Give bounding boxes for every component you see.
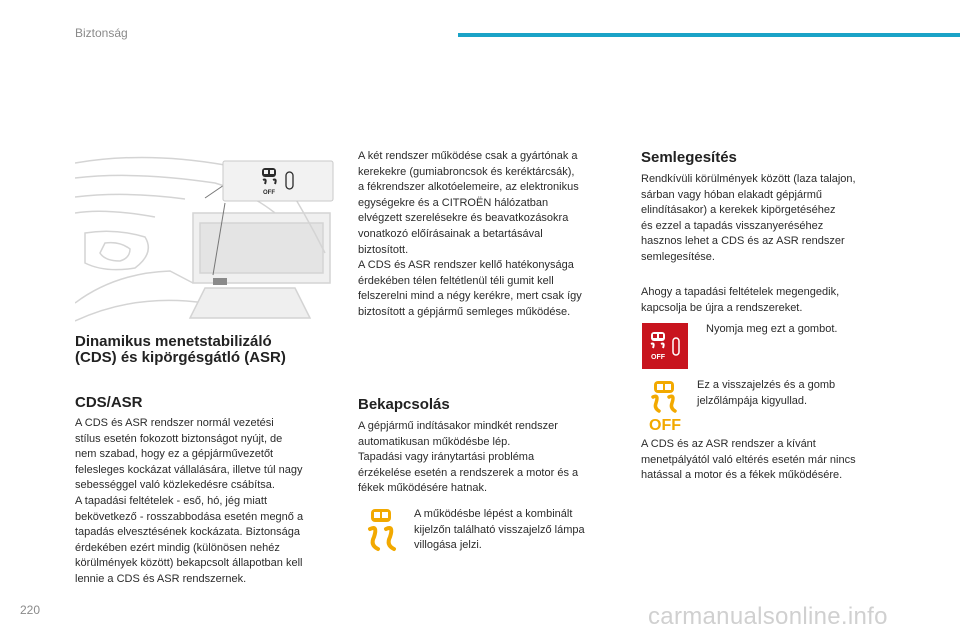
semlegesites-heading: Semlegesítés (641, 149, 737, 166)
watermark: carmanualsonline.info (648, 603, 888, 630)
off-indicator-text: Ez a visszajelzés és a gomb jelzőlámpája kigyullad. (697, 379, 836, 407)
illustration-off-text: OFF (263, 190, 275, 196)
flashing-indicator-text: A működésbe lépést a kombinált kijelzőn található visszajelző lámpa villogása jelzi. (414, 508, 585, 552)
header-accent-bar (458, 33, 960, 37)
button-off-text: OFF (651, 354, 665, 361)
deactivated-effect-text: A CDS és az ASR rendszer a kívánt menetpályától való eltérés esetén már nincs hatással a motor és a fékek működésére. (641, 438, 856, 482)
cds-asr-heading: CDS/ASR (75, 394, 143, 411)
indicator-off-text: OFF (649, 417, 681, 432)
semlegesites-text: Rendkívüli körülmények között (laza talajon, sárban vagy hóban elakadt gépjármű elindításakor) a kerekek kipörgetéséhez és ezzel a tapadás visszanyeréséhez hasznos lehet a CDS és az ASR rendszer semlegesítése. (641, 173, 856, 263)
esp-warning-light-icon (362, 507, 400, 552)
cds-asr-text: A CDS és ASR rendszer normál vezetési stílus esetén fokozott biztonságot nyújt, de nem szabad, hogy ez a gépjárművezetőt felesleges kockázat vállalására, illetve túl nagy sebességgel való közlekedésre csábítsa. A tapadási feltételek - eső, hó, jég miatt bekövetkező - rosszabbodása esetén megnő a tapadás elvesztésének kockázata. Biztonsága érdekében ezért mindig (különösen nehéz körülmények között) bekapcsolt állapotban kell lennie a CDS és ASR rendszernek. (75, 417, 304, 585)
bekapcsolas-text: A gépjármű indításakor mindkét rendszer automatikusan működésbe lép. Tapadási vagy iránytartási probléma érzékelése esetén a rendszerek a motor és a fékek működésére hatnak. (358, 420, 579, 495)
reactivate-text: Ahogy a tapadási feltételek megengedik, kapcsolja be újra a rendszereket. (641, 286, 840, 314)
section-title: Biztonság (75, 26, 128, 40)
requirements-text: A két rendszer működése csak a gyártónak a kerekekre (gumiabroncsok és keréktárcsák), a fékrendszer alkotóelemeire, az elektronikus egységekre és a CITROËN hálózatban elvégzett szerelésekre és beavatkozásokra vonatkozó előírásainak a betartásával biztosított. A CDS és ASR rendszer kellő hatékonysága érdekében télen feltétlenül téli gumit kell felszerelni mind a négy kerékre, mert csak így biztosított a gépjármű semleges működése. (358, 150, 582, 318)
bekapcsolas-heading: Bekapcsolás (358, 396, 450, 413)
press-button-instruction: Nyomja meg ezt a gombot. (706, 323, 838, 335)
dashboard-illustration (75, 153, 335, 325)
esp-off-button[interactable] (642, 323, 688, 369)
esp-off-warning-light-icon (645, 380, 687, 432)
page-number: 220 (20, 603, 41, 617)
esp-off-button-icon (642, 323, 688, 369)
main-title: Dinamikus menetstabilizáló (CDS) és kipörgésgátló (ASR) (75, 333, 286, 366)
